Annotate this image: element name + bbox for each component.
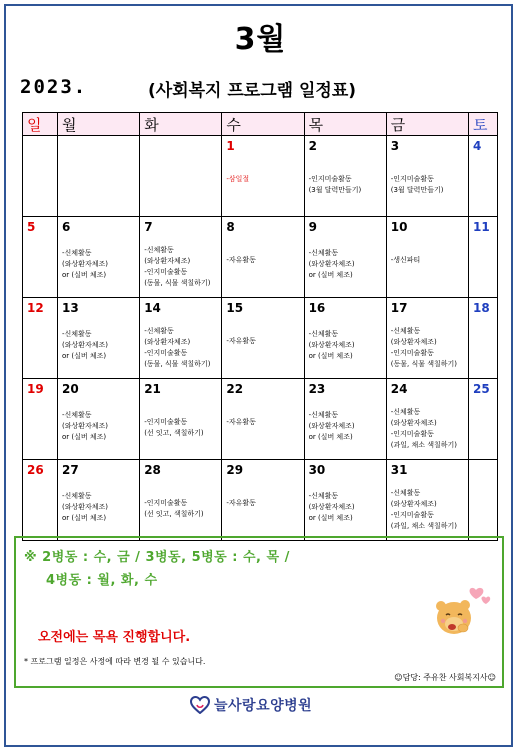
- day-activity: [309, 410, 384, 443]
- activity-line: -신체활동: [144, 246, 174, 254]
- day-activity: [62, 410, 137, 443]
- activity-line: or (실버 체조): [308, 433, 353, 441]
- activity-line: (와상환자체조): [144, 338, 191, 346]
- calendar-day-cell: [23, 460, 58, 541]
- day-activity: [309, 329, 384, 362]
- day-activity: [144, 326, 219, 370]
- calendar-day-cell: [469, 136, 498, 217]
- day-number: 17: [390, 301, 408, 315]
- calendar-day-cell: [469, 217, 498, 298]
- calendar-day-cell: [222, 217, 304, 298]
- day-number: 2: [308, 139, 317, 153]
- weekday-fri: 금: [386, 113, 468, 136]
- day-activity: [391, 488, 466, 532]
- activity-line: -신체활동: [390, 408, 421, 416]
- activity-line: (와상환자체조): [62, 341, 109, 349]
- activity-line: -생신파티: [390, 256, 421, 264]
- activity-line: (와상환자체조): [390, 338, 437, 346]
- calendar-day-cell: [304, 217, 386, 298]
- notice-box: [14, 536, 504, 688]
- day-number: 26: [27, 463, 44, 477]
- calendar-day-cell: [58, 298, 140, 379]
- calendar-week-row: [23, 379, 498, 460]
- calendar-week-row: [23, 217, 498, 298]
- activity-line: -자유활동: [226, 337, 256, 345]
- activity-line: -인지미술활동: [390, 511, 434, 519]
- activity-line: or (실버 체조): [62, 271, 107, 279]
- day-number: 8: [226, 220, 235, 234]
- day-activity: [309, 174, 384, 196]
- calendar-day-cell: [23, 379, 58, 460]
- day-number: 18: [473, 301, 490, 315]
- day-activity: [391, 326, 466, 370]
- day-number: 29: [226, 463, 244, 477]
- year-label: 2023.: [20, 76, 88, 98]
- day-activity: [391, 407, 466, 451]
- day-number: 14: [144, 301, 161, 315]
- day-activity: [144, 498, 219, 520]
- activity-line: (와상환자체조): [390, 500, 437, 508]
- activity-line: or (실버 체조): [62, 352, 107, 360]
- calendar-day-cell: [23, 217, 58, 298]
- day-activity: [391, 255, 466, 266]
- ward-schedule-line-2: 4병동 : 월, 화, 수: [46, 573, 158, 588]
- schedule-subtitle: (사회복지 프로그램 일정표): [148, 81, 357, 101]
- day-number: 12: [27, 301, 44, 315]
- calendar-day-cell: [469, 460, 498, 541]
- day-number: 22: [226, 382, 244, 396]
- day-number: 23: [308, 382, 326, 396]
- activity-line: (과일, 채소 색칠하기): [390, 522, 457, 530]
- day-number: 15: [226, 301, 244, 315]
- day-activity: [144, 245, 219, 289]
- calendar-week-row: [23, 460, 498, 541]
- calendar-day-cell: [386, 136, 468, 217]
- day-activity: [391, 174, 466, 196]
- activity-line: -인지미술활동: [144, 268, 188, 276]
- activity-line: (3월 달력만들기): [390, 186, 444, 194]
- calendar-day-cell: [140, 217, 222, 298]
- day-activity: [226, 336, 301, 347]
- calendar-day-cell: [222, 298, 304, 379]
- calendar-day-cell: [140, 298, 222, 379]
- activity-line: (3월 달력만들기): [308, 186, 362, 194]
- calendar-day-cell: [304, 298, 386, 379]
- activity-line: -인지미술활동: [390, 430, 434, 438]
- calendar-day-cell: [222, 136, 304, 217]
- activity-line: or (실버 체조): [62, 514, 107, 522]
- activity-line: or (실버 체조): [62, 433, 107, 441]
- heart-logo-icon: [190, 696, 210, 714]
- day-number: 31: [390, 463, 408, 477]
- day-number: 30: [308, 463, 326, 477]
- day-activity: [226, 417, 301, 428]
- weekday-thu: 목: [304, 113, 386, 136]
- calendar-day-cell: [304, 460, 386, 541]
- day-number: 5: [27, 220, 36, 234]
- day-number: 13: [62, 301, 79, 315]
- day-number: 6: [62, 220, 71, 234]
- day-activity: [309, 248, 384, 281]
- day-number: 19: [27, 382, 44, 396]
- weekday-sat: 토: [469, 113, 498, 136]
- calendar-day-cell: [23, 298, 58, 379]
- ward-schedule-line-1: ※ 2병동 : 수, 금 / 3병동, 5병동 : 수, 목 /: [24, 550, 290, 565]
- day-activity: [62, 491, 137, 524]
- bear-mascot-icon: [432, 584, 494, 640]
- activity-line: (와상환자체조): [308, 503, 355, 511]
- calendar-day-cell: [222, 460, 304, 541]
- hospital-logo: [190, 694, 312, 716]
- manager-credit: ☺담당: 주유찬 사회복지사☺: [394, 673, 496, 682]
- weekday-tue: 화: [140, 113, 222, 136]
- activity-line: (동물, 식물 색칠하기): [144, 360, 211, 368]
- calendar-week-row: [23, 136, 498, 217]
- activity-line: or (실버 체조): [308, 514, 353, 522]
- activity-line: (와상환자체조): [308, 341, 355, 349]
- activity-line: (와상환자체조): [62, 422, 109, 430]
- activity-line: (과일, 채소 색칠하기): [390, 441, 457, 449]
- calendar-day-cell: [386, 217, 468, 298]
- calendar-day-cell: [386, 298, 468, 379]
- day-number: 28: [144, 463, 161, 477]
- activity-line: (선 잇고, 색칠하기): [144, 510, 204, 518]
- day-activity: [226, 174, 301, 185]
- activity-line: -자유활동: [226, 256, 256, 264]
- calendar-day-cell: [140, 379, 222, 460]
- activity-line: or (실버 체조): [308, 271, 353, 279]
- activity-line: (와상환자체조): [308, 422, 355, 430]
- weekday-mon: 월: [58, 113, 140, 136]
- activity-line: -인지미술활동: [144, 418, 188, 426]
- weekday-header-row: [23, 113, 498, 136]
- calendar-day-cell: [386, 460, 468, 541]
- activity-line: -신체활동: [62, 330, 92, 338]
- day-number: 10: [390, 220, 408, 234]
- month-title: 3월: [234, 22, 287, 57]
- calendar-day-cell: [469, 298, 498, 379]
- activity-line: (와상환자체조): [144, 257, 191, 265]
- day-number: 7: [144, 220, 153, 234]
- day-number: 16: [308, 301, 326, 315]
- day-number: 11: [473, 220, 490, 234]
- weekday-sun: 일: [23, 113, 58, 136]
- calendar-day-cell: [304, 136, 386, 217]
- activity-line: (와상환자체조): [62, 260, 109, 268]
- activity-line: -인지미술활동: [144, 349, 188, 357]
- calendar-day-cell: [58, 136, 140, 217]
- day-number: 1: [226, 139, 235, 153]
- calendar-day-cell: [222, 379, 304, 460]
- activity-line: -인지미술활동: [390, 175, 434, 183]
- schedule-change-footnote: * 프로그램 일정은 사정에 따라 변경 될 수 있습니다.: [24, 657, 206, 666]
- activity-line: or (실버 체조): [308, 352, 353, 360]
- day-activity: [226, 255, 301, 266]
- activity-line: -자유활동: [226, 499, 256, 507]
- day-activity: [144, 417, 219, 439]
- activity-line: -신체활동: [62, 249, 92, 257]
- day-number: 27: [62, 463, 79, 477]
- activity-line: (동물, 식물 색칠하기): [144, 279, 211, 287]
- day-activity: [62, 248, 137, 281]
- weekday-wed: 수: [222, 113, 304, 136]
- calendar-day-cell: [58, 217, 140, 298]
- activity-line: -신체활동: [308, 492, 339, 500]
- activity-line: -인지미술활동: [390, 349, 434, 357]
- activity-line: -신체활동: [390, 327, 421, 335]
- day-number: 24: [390, 382, 408, 396]
- day-number: 20: [62, 382, 79, 396]
- hospital-name: 늘사랑요양병원: [214, 698, 313, 714]
- activity-line: -인지미술활동: [144, 499, 188, 507]
- calendar-day-cell: [58, 379, 140, 460]
- activity-line: (선 잇고, 색칠하기): [144, 429, 204, 437]
- day-activity: [62, 329, 137, 362]
- activity-line: (와상환자체조): [390, 419, 437, 427]
- day-number: 25: [473, 382, 490, 396]
- day-activity: [309, 491, 384, 524]
- day-activity: [226, 498, 301, 509]
- calendar-day-cell: [23, 136, 58, 217]
- activity-line: -신체활동: [308, 330, 339, 338]
- calendar-day-cell: [469, 379, 498, 460]
- day-number: 9: [308, 220, 317, 234]
- activity-line: -신체활동: [308, 411, 339, 419]
- calendar-week-row: [23, 298, 498, 379]
- day-number: 21: [144, 382, 161, 396]
- activity-line: -신체활동: [390, 489, 421, 497]
- activity-line: -신체활동: [308, 249, 339, 257]
- activity-line: (와상환자체조): [62, 503, 109, 511]
- day-number: 3: [390, 139, 400, 153]
- activity-line: (와상환자체조): [308, 260, 355, 268]
- morning-bath-notice: 오전에는 목욕 진행합니다.: [38, 630, 191, 645]
- activity-line: -자유활동: [226, 418, 256, 426]
- activity-line: -신체활동: [62, 411, 92, 419]
- calendar-table: [22, 112, 498, 541]
- calendar-day-cell: [386, 379, 468, 460]
- calendar-day-cell: [304, 379, 386, 460]
- activity-line: -삼일절: [226, 175, 250, 183]
- activity-line: -인지미술활동: [308, 175, 352, 183]
- calendar-day-cell: [140, 136, 222, 217]
- activity-line: -신체활동: [62, 492, 92, 500]
- calendar-day-cell: [58, 460, 140, 541]
- activity-line: (동물, 식물 색칠하기): [390, 360, 457, 368]
- calendar-day-cell: [140, 460, 222, 541]
- activity-line: -신체활동: [144, 327, 174, 335]
- day-number: 4: [473, 139, 482, 153]
